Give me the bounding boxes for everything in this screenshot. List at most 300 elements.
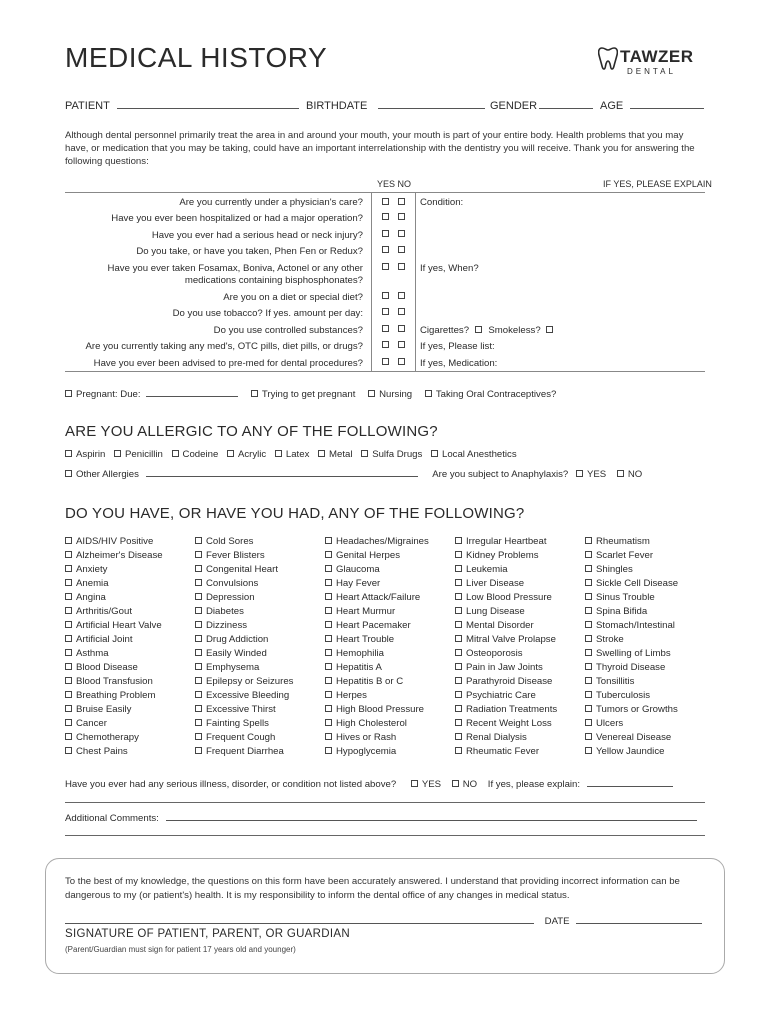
condition-item xyxy=(195,619,325,633)
condition-item xyxy=(325,549,455,563)
condition-checkbox[interactable] xyxy=(455,635,462,642)
condition-label: Drug Addiction xyxy=(206,634,269,645)
condition-item xyxy=(455,549,585,563)
condition-checkbox[interactable] xyxy=(195,551,202,558)
condition-checkbox[interactable] xyxy=(195,607,202,614)
condition-checkbox[interactable] xyxy=(585,621,592,628)
condition-item xyxy=(585,563,715,577)
page-title: MEDICAL HISTORY xyxy=(65,42,328,73)
condition-checkbox[interactable] xyxy=(195,635,202,642)
condition-label: Bruise Easily xyxy=(76,704,132,715)
condition-checkbox[interactable] xyxy=(195,579,202,586)
condition-label: Herpes xyxy=(336,690,367,701)
condition-item xyxy=(455,591,585,605)
condition-checkbox[interactable] xyxy=(325,551,332,558)
intro-text: Although dental personnel primarily treat the area in and around your mouth, your mouth is part of your entire body. Health problems that you may have, or medication that you may be taking, could have an important interrelationship with the dentistry you will receive. Thank you for answering the following questions: xyxy=(65,130,695,167)
yes-checkbox[interactable] xyxy=(382,292,389,299)
condition-checkbox[interactable] xyxy=(325,607,332,614)
condition-checkbox[interactable] xyxy=(195,593,202,600)
explain-header: IF YES, PLEASE EXPLAIN xyxy=(603,179,712,189)
anaphylaxis-yes-checkbox[interactable] xyxy=(576,470,583,477)
question-text: Have you ever been advised to pre-med for dental procedures? xyxy=(93,358,363,369)
condition-label: Shingles xyxy=(596,564,633,575)
condition-checkbox[interactable] xyxy=(455,649,462,656)
condition-label: Scarlet Fever xyxy=(596,550,654,561)
condition-item xyxy=(455,717,585,731)
condition-item xyxy=(195,647,325,661)
condition-checkbox[interactable] xyxy=(325,635,332,642)
allergy-label: Acrylic xyxy=(237,449,267,460)
condition-item xyxy=(325,633,455,647)
condition-item xyxy=(195,605,325,619)
condition-checkbox[interactable] xyxy=(65,649,72,656)
no-checkbox[interactable] xyxy=(398,198,405,205)
allergy-heading: ARE YOU ALLERGIC TO ANY OF THE FOLLOWING? xyxy=(65,423,438,440)
condition-item xyxy=(455,745,585,759)
condition-item xyxy=(325,563,455,577)
condition-label: Hepatitis B or C xyxy=(336,676,404,687)
condition-item xyxy=(195,661,325,675)
condition-checkbox[interactable] xyxy=(325,649,332,656)
condition-label: Depression xyxy=(206,592,255,603)
birthdate-label: BIRTHDATE xyxy=(306,100,368,112)
condition-checkbox[interactable] xyxy=(325,537,332,544)
allergy-label: Latex xyxy=(285,449,310,460)
condition-item xyxy=(65,647,195,661)
other-illness-explain-field[interactable] xyxy=(587,777,673,787)
condition-item xyxy=(325,717,455,731)
condition-checkbox[interactable] xyxy=(195,649,202,656)
condition-item xyxy=(455,661,585,675)
logo-name: TAWZER xyxy=(620,47,694,66)
condition-checkbox[interactable] xyxy=(325,705,332,712)
condition-item xyxy=(585,731,715,745)
condition-checkbox[interactable] xyxy=(195,621,202,628)
pregnancy-row xyxy=(65,387,556,400)
condition-item xyxy=(585,633,715,647)
gender-label: GENDER xyxy=(490,100,538,112)
signature-statement: To the best of my knowledge, the questions on this form have been accurately answered. I understand that providing incorrect information can be dangerous to my (or patient's) health. It is my responsibility to inform the dental office of any changes in medical status. xyxy=(65,876,680,901)
condition-item xyxy=(455,703,585,717)
condition-checkbox[interactable] xyxy=(65,607,72,614)
condition-item xyxy=(325,745,455,759)
condition-checkbox[interactable] xyxy=(65,537,72,544)
condition-item xyxy=(585,591,715,605)
condition-checkbox[interactable] xyxy=(455,705,462,712)
yes-checkbox[interactable] xyxy=(382,308,389,315)
condition-label: Hives or Rash xyxy=(336,732,397,743)
yes-checkbox[interactable] xyxy=(382,246,389,253)
condition-label: Congenital Heart xyxy=(206,564,278,575)
condition-label: Breathing Problem xyxy=(76,690,156,701)
condition-checkbox[interactable] xyxy=(65,565,72,572)
condition-item xyxy=(195,675,325,689)
question-text: Have you ever been hospitalized or had a major operation? xyxy=(111,213,363,224)
condition-checkbox[interactable] xyxy=(65,635,72,642)
condition-label: Cancer xyxy=(76,718,107,729)
condition-item xyxy=(65,619,195,633)
condition-item xyxy=(325,577,455,591)
condition-item xyxy=(65,675,195,689)
condition-label: Hemophilia xyxy=(336,648,384,659)
metal-checkbox[interactable] xyxy=(318,450,325,457)
condition-item xyxy=(585,549,715,563)
condition-checkbox[interactable] xyxy=(325,747,332,754)
condition-checkbox[interactable] xyxy=(585,565,592,572)
condition-checkbox[interactable] xyxy=(195,747,202,754)
condition-checkbox[interactable] xyxy=(65,663,72,670)
condition-checkbox[interactable] xyxy=(585,663,592,670)
condition-checkbox[interactable] xyxy=(65,691,72,698)
local-anesthetics-checkbox[interactable] xyxy=(431,450,438,457)
condition-item xyxy=(195,689,325,703)
condition-checkbox[interactable] xyxy=(585,747,592,754)
questions-table xyxy=(65,192,705,372)
allergy-label: Penicillin xyxy=(125,449,163,460)
condition-item xyxy=(65,745,195,759)
condition-checkbox[interactable] xyxy=(585,677,592,684)
condition-item xyxy=(65,689,195,703)
condition-item xyxy=(65,535,195,549)
condition-checkbox[interactable] xyxy=(585,635,592,642)
other-illness-row xyxy=(65,777,673,790)
condition-checkbox[interactable] xyxy=(65,719,72,726)
penicillin-checkbox[interactable] xyxy=(114,450,121,457)
condition-item xyxy=(585,703,715,717)
anaphylaxis-no-label: NO xyxy=(627,469,643,480)
condition-label: Blood Transfusion xyxy=(76,676,153,687)
condition-label: Diabetes xyxy=(206,606,244,617)
condition-item xyxy=(585,647,715,661)
smokeless-label: Smokeless? xyxy=(488,325,541,336)
condition-item xyxy=(585,675,715,689)
condition-checkbox[interactable] xyxy=(455,733,462,740)
condition-checkbox[interactable] xyxy=(65,747,72,754)
date-field[interactable] xyxy=(576,914,702,924)
condition-checkbox[interactable] xyxy=(195,733,202,740)
comments-label: Additional Comments: xyxy=(65,813,159,824)
condition-label: Fainting Spells xyxy=(206,718,269,729)
sulfa-drugs-checkbox[interactable] xyxy=(361,450,368,457)
condition-checkbox[interactable] xyxy=(455,593,462,600)
condition-checkbox[interactable] xyxy=(585,551,592,558)
condition-item xyxy=(585,661,715,675)
condition-checkbox[interactable] xyxy=(585,537,592,544)
condition-checkbox[interactable] xyxy=(455,551,462,558)
other-allergies-field[interactable] xyxy=(146,467,418,477)
condition-checkbox[interactable] xyxy=(325,663,332,670)
other-allergies-checkbox[interactable] xyxy=(65,470,72,477)
nursing-checkbox[interactable] xyxy=(368,390,375,397)
condition-item xyxy=(65,563,195,577)
condition-label: Sinus Trouble xyxy=(596,592,655,603)
latex-checkbox[interactable] xyxy=(275,450,282,457)
pregnant-label: Pregnant: Due: xyxy=(76,389,141,400)
signature-title: SIGNATURE OF PATIENT, PARENT, OR GUARDIAN xyxy=(65,928,350,940)
yes-checkbox[interactable] xyxy=(382,325,389,332)
condition-checkbox[interactable] xyxy=(325,677,332,684)
contraceptives-checkbox[interactable] xyxy=(425,390,432,397)
logo xyxy=(598,44,708,78)
conditions-column xyxy=(585,535,715,759)
tooth-icon xyxy=(598,46,618,72)
comments-continuation-line[interactable] xyxy=(65,835,705,836)
other-illness-explain-label: If yes, please explain: xyxy=(487,779,581,790)
condition-checkbox[interactable] xyxy=(325,691,332,698)
condition-checkbox[interactable] xyxy=(455,565,462,572)
conditions-column xyxy=(325,535,455,759)
condition-checkbox[interactable] xyxy=(195,691,202,698)
condition-label: Excessive Bleeding xyxy=(206,690,290,701)
condition-label: Rheumatic Fever xyxy=(466,746,540,757)
condition-label: Low Blood Pressure xyxy=(466,592,552,603)
condition-checkbox[interactable] xyxy=(585,649,592,656)
condition-item xyxy=(325,661,455,675)
condition-label: Thyroid Disease xyxy=(596,662,666,673)
condition-checkbox[interactable] xyxy=(455,621,462,628)
medication-list-field[interactable]: If yes, Please list: xyxy=(420,341,495,352)
condition-item xyxy=(65,577,195,591)
condition-label: Pain in Jaw Joints xyxy=(466,662,543,673)
condition-label: Easily Winded xyxy=(206,648,267,659)
condition-item xyxy=(65,591,195,605)
anaphylaxis-no-checkbox[interactable] xyxy=(617,470,624,477)
contraceptives-label: Taking Oral Contraceptives? xyxy=(435,389,557,400)
condition-label: Angina xyxy=(76,592,106,603)
condition-field[interactable]: Condition: xyxy=(420,197,464,208)
no-checkbox[interactable] xyxy=(398,292,405,299)
condition-label: Lung Disease xyxy=(466,606,525,617)
no-checkbox[interactable] xyxy=(398,341,405,348)
no-checkbox[interactable] xyxy=(398,263,405,270)
other-allergies-row xyxy=(65,467,642,480)
condition-checkbox[interactable] xyxy=(455,691,462,698)
condition-checkbox[interactable] xyxy=(325,565,332,572)
condition-item xyxy=(65,661,195,675)
condition-item xyxy=(585,577,715,591)
no-checkbox[interactable] xyxy=(398,358,405,365)
explain-continuation-line[interactable] xyxy=(65,802,705,803)
condition-checkbox[interactable] xyxy=(585,593,592,600)
condition-label: Psychiatric Care xyxy=(466,690,536,701)
other-illness-yes-checkbox[interactable] xyxy=(411,780,418,787)
codeine-checkbox[interactable] xyxy=(172,450,179,457)
condition-checkbox[interactable] xyxy=(195,719,202,726)
other-illness-yes-label: YES xyxy=(421,779,442,790)
condition-item xyxy=(195,563,325,577)
condition-checkbox[interactable] xyxy=(325,621,332,628)
question-text-continued: medications containing bisphosphonates? xyxy=(184,275,363,286)
condition-item xyxy=(585,619,715,633)
condition-checkbox[interactable] xyxy=(585,691,592,698)
condition-checkbox[interactable] xyxy=(455,677,462,684)
yes-checkbox[interactable] xyxy=(382,263,389,270)
question-text: Are you currently under a physician's care? xyxy=(179,197,363,208)
question-text: Do you use tobacco? If yes. amount per day: xyxy=(172,308,363,319)
condition-checkbox[interactable] xyxy=(585,607,592,614)
condition-checkbox[interactable] xyxy=(65,551,72,558)
condition-checkbox[interactable] xyxy=(455,607,462,614)
condition-label: Irregular Heartbeat xyxy=(466,536,547,547)
yes-no-header: YES NO xyxy=(377,179,412,189)
condition-label: Ulcers xyxy=(596,718,624,729)
condition-checkbox[interactable] xyxy=(325,719,332,726)
yes-checkbox[interactable] xyxy=(382,341,389,348)
condition-item xyxy=(455,619,585,633)
condition-label: Mental Disorder xyxy=(466,620,534,631)
condition-label: Genital Herpes xyxy=(336,550,400,561)
condition-label: Hay Fever xyxy=(336,578,381,589)
condition-label: Kidney Problems xyxy=(466,550,539,561)
acrylic-checkbox[interactable] xyxy=(227,450,234,457)
condition-item xyxy=(455,633,585,647)
condition-label: Swelling of Limbs xyxy=(596,648,671,659)
smokeless-checkbox[interactable] xyxy=(546,326,553,333)
condition-label: Venereal Disease xyxy=(596,732,672,743)
condition-label: Chest Pains xyxy=(76,746,128,757)
yes-checkbox[interactable] xyxy=(382,358,389,365)
condition-label: Heart Pacemaker xyxy=(336,620,411,631)
condition-checkbox[interactable] xyxy=(195,537,202,544)
allergy-label: Codeine xyxy=(182,449,219,460)
condition-item xyxy=(325,605,455,619)
condition-checkbox[interactable] xyxy=(65,733,72,740)
condition-checkbox[interactable] xyxy=(65,579,72,586)
condition-checkbox[interactable] xyxy=(195,565,202,572)
signature-line-row xyxy=(65,914,705,927)
signature-note: (Parent/Guardian must sign for patient 17 years old and younger) xyxy=(65,945,296,954)
condition-label: Heart Murmur xyxy=(336,606,396,617)
condition-item xyxy=(455,605,585,619)
premed-medication-field[interactable]: If yes, Medication: xyxy=(420,358,498,369)
condition-label: Arthritis/Gout xyxy=(76,606,132,617)
condition-item xyxy=(65,633,195,647)
condition-item xyxy=(65,717,195,731)
condition-item xyxy=(65,731,195,745)
condition-checkbox[interactable] xyxy=(325,579,332,586)
condition-checkbox[interactable] xyxy=(455,579,462,586)
pregnant-checkbox[interactable] xyxy=(65,390,72,397)
when-field[interactable]: If yes, When? xyxy=(420,263,479,274)
condition-label: Heart Trouble xyxy=(336,634,395,645)
condition-label: Cold Sores xyxy=(206,536,254,547)
condition-label: Radiation Treatments xyxy=(466,704,558,715)
condition-checkbox[interactable] xyxy=(585,705,592,712)
condition-checkbox[interactable] xyxy=(325,733,332,740)
condition-checkbox[interactable] xyxy=(325,593,332,600)
signature-box xyxy=(45,858,725,974)
condition-label: Renal Dialysis xyxy=(466,732,527,743)
condition-checkbox[interactable] xyxy=(455,537,462,544)
yes-checkbox[interactable] xyxy=(382,230,389,237)
condition-item xyxy=(65,605,195,619)
condition-label: Blood Disease xyxy=(76,662,138,673)
condition-label: Frequent Cough xyxy=(206,732,276,743)
condition-checkbox[interactable] xyxy=(585,719,592,726)
condition-label: Rheumatism xyxy=(596,536,650,547)
conditions-column xyxy=(65,535,195,759)
condition-label: Anemia xyxy=(76,578,109,589)
condition-item xyxy=(65,549,195,563)
condition-label: Tumors or Growths xyxy=(596,704,678,715)
condition-item xyxy=(455,647,585,661)
condition-item xyxy=(325,675,455,689)
condition-checkbox[interactable] xyxy=(585,579,592,586)
date-label: DATE xyxy=(544,916,570,927)
condition-label: Recent Weight Loss xyxy=(466,718,552,729)
other-illness-no-checkbox[interactable] xyxy=(452,780,459,787)
no-checkbox[interactable] xyxy=(398,325,405,332)
aspirin-checkbox[interactable] xyxy=(65,450,72,457)
condition-checkbox[interactable] xyxy=(65,705,72,712)
condition-checkbox[interactable] xyxy=(585,733,592,740)
no-checkbox[interactable] xyxy=(398,308,405,315)
condition-item xyxy=(195,577,325,591)
condition-label: Anxiety xyxy=(76,564,108,575)
condition-item xyxy=(325,731,455,745)
condition-label: Spina Bifida xyxy=(596,606,648,617)
condition-checkbox[interactable] xyxy=(65,677,72,684)
yes-checkbox[interactable] xyxy=(382,213,389,220)
cigarettes-checkbox[interactable] xyxy=(475,326,482,333)
condition-item xyxy=(195,591,325,605)
question-text: Have you ever taken Fosamax, Boniva, Actonel or any other xyxy=(107,263,363,274)
condition-checkbox[interactable] xyxy=(455,719,462,726)
condition-item xyxy=(325,535,455,549)
question-text: Are you on a diet or special diet? xyxy=(223,292,363,303)
question-text: Do you use controlled substances? xyxy=(213,325,363,336)
no-checkbox[interactable] xyxy=(398,246,405,253)
condition-item xyxy=(585,717,715,731)
no-checkbox[interactable] xyxy=(398,213,405,220)
condition-checkbox[interactable] xyxy=(455,747,462,754)
condition-item xyxy=(455,577,585,591)
comments-row xyxy=(65,811,697,824)
condition-label: Epilepsy or Seizures xyxy=(206,676,294,687)
conditions-heading: DO YOU HAVE, OR HAVE YOU HAD, ANY OF THE FOLLOWING? xyxy=(65,505,525,522)
condition-checkbox[interactable] xyxy=(65,621,72,628)
condition-checkbox[interactable] xyxy=(195,677,202,684)
trying-pregnant-checkbox[interactable] xyxy=(251,390,258,397)
conditions-column xyxy=(195,535,325,759)
condition-label: High Blood Pressure xyxy=(336,704,424,715)
condition-checkbox[interactable] xyxy=(195,705,202,712)
comments-field[interactable] xyxy=(166,811,697,821)
condition-checkbox[interactable] xyxy=(455,663,462,670)
condition-checkbox[interactable] xyxy=(65,593,72,600)
trying-pregnant-label: Trying to get pregnant xyxy=(261,389,356,400)
condition-label: Excessive Thirst xyxy=(206,704,276,715)
condition-item xyxy=(585,745,715,759)
condition-item xyxy=(325,689,455,703)
condition-item xyxy=(195,745,325,759)
condition-item xyxy=(65,703,195,717)
yes-checkbox[interactable] xyxy=(382,198,389,205)
no-checkbox[interactable] xyxy=(398,230,405,237)
logo-subtitle: DENTAL xyxy=(627,67,676,76)
condition-item xyxy=(455,563,585,577)
condition-label: Artificial Heart Valve xyxy=(76,620,162,631)
due-date-field[interactable] xyxy=(146,387,238,397)
condition-label: Alzheimer's Disease xyxy=(76,550,163,561)
signature-field[interactable] xyxy=(65,914,534,924)
condition-label: AIDS/HIV Positive xyxy=(76,536,154,547)
anaphylaxis-yes-label: YES xyxy=(586,469,607,480)
condition-label: Osteoporosis xyxy=(466,648,523,659)
condition-checkbox[interactable] xyxy=(195,663,202,670)
allergy-label: Sulfa Drugs xyxy=(372,449,423,460)
condition-label: Leukemia xyxy=(466,564,508,575)
